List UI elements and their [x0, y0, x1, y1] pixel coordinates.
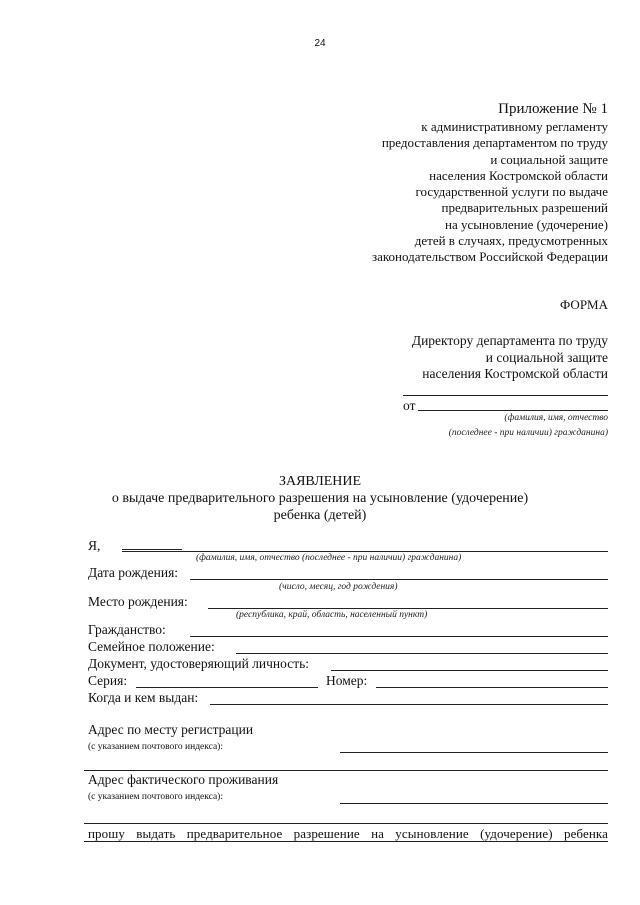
from-note-1: (фамилия, имя, отчество: [504, 413, 608, 423]
reg-address-label: Адрес по месту регистрации: [88, 722, 254, 737]
document-title: ЗАЯВЛЕНИЕ: [278, 474, 362, 489]
marital-status-label: Семейное положение:: [88, 639, 215, 654]
from-name-field[interactable]: [418, 410, 608, 411]
id-document-label: Документ, удостоверяющий личность:: [88, 656, 310, 671]
number-field[interactable]: [376, 687, 608, 688]
form-label: ФОРМА: [560, 297, 608, 312]
birth-date-label: Дата рождения:: [88, 565, 179, 580]
reg-address-field[interactable]: [340, 752, 608, 753]
request-underline: [84, 841, 608, 842]
document-subtitle-2: ребенка (детей): [273, 508, 367, 523]
i-label: Я,: [88, 538, 101, 553]
appendix-line: предоставления департаментом по труду: [381, 135, 608, 151]
birth-place-note: (республика, край, область, населенный пункт): [236, 610, 428, 620]
citizenship-field[interactable]: [190, 636, 608, 637]
appendix-line: и социальной защите: [490, 151, 608, 167]
appendix-line: детей в случаях, предусмотренных: [414, 233, 608, 249]
id-document-field[interactable]: [331, 670, 608, 671]
appendix-header: [372, 100, 608, 266]
series-label: Серия:: [88, 673, 128, 688]
marital-status-field[interactable]: [236, 653, 608, 654]
birth-place-field[interactable]: [208, 608, 608, 609]
appendix-line: на усыновление (удочерение): [445, 216, 608, 232]
i-short-line: [122, 549, 182, 550]
page-number: 24: [314, 38, 326, 49]
number-label: Номер:: [326, 673, 368, 688]
full-name-field[interactable]: [122, 551, 608, 552]
series-field[interactable]: [136, 687, 318, 688]
appendix-line: предварительных разрешений: [441, 200, 608, 216]
actual-address-field-2[interactable]: [84, 823, 608, 824]
from-label: от: [403, 398, 416, 413]
appendix-title: Приложение № 1: [498, 101, 608, 117]
appendix-line: законодательством Российской Федерации: [372, 249, 608, 265]
addressee-line: населения Костромской области: [422, 366, 608, 381]
addressee-blank-line[interactable]: [403, 395, 608, 396]
birth-date-note: (число, месяц, год рождения): [279, 582, 398, 592]
document-subtitle: о выдаче предварительного разрешения на усыновление (удочерение): [111, 491, 529, 506]
addressee-block: [412, 333, 608, 383]
actual-address-label: Адрес фактического проживания: [88, 772, 279, 787]
birth-place-label: Место рождения:: [88, 594, 188, 609]
reg-address-note: (с указанием почтового индекса):: [88, 742, 223, 752]
request-text: прошу выдать предварительное разрешение на усыновление (удочерение) ребенка: [88, 826, 608, 841]
issued-label: Когда и кем выдан:: [88, 690, 199, 705]
full-name-note: (фамилия, имя, отчество (последнее - при наличии) гражданина): [196, 553, 462, 563]
appendix-line: населения Костромской области: [429, 167, 608, 183]
appendix-line: государственной услуги по выдаче: [415, 184, 608, 200]
citizenship-label: Гражданство:: [88, 622, 166, 637]
from-note-2: (последнее - при наличии) гражданина): [448, 428, 608, 438]
birth-date-field[interactable]: [190, 579, 608, 580]
actual-address-note: (с указанием почтового индекса):: [88, 792, 223, 802]
appendix-line: к административному регламенту: [421, 119, 608, 134]
issued-field[interactable]: [210, 704, 608, 705]
actual-address-field[interactable]: [340, 803, 608, 804]
reg-address-field-2[interactable]: [84, 770, 608, 771]
addressee-line: и социальной защите: [485, 349, 608, 365]
addressee-line: Директору департамента по труду: [411, 333, 608, 348]
